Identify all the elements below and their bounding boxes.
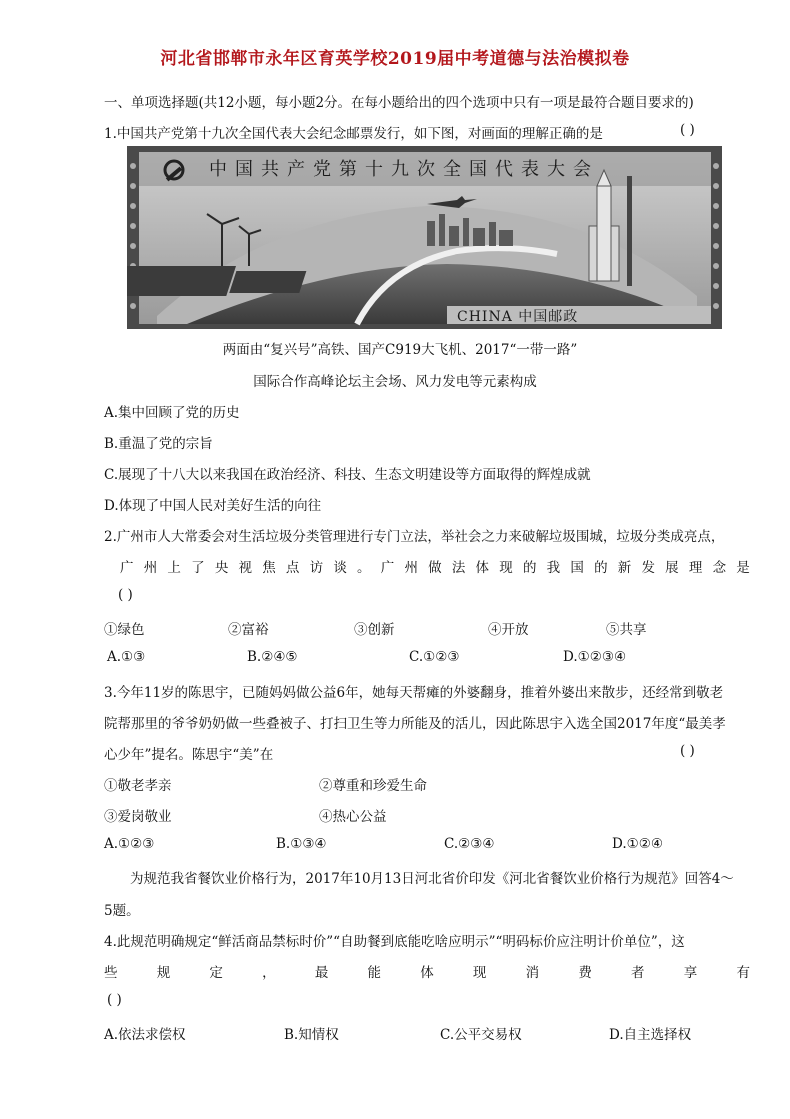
q2-item-3: ③创新 xyxy=(354,622,395,638)
q1-option-c[interactable]: C.展现了十八大以来我国在政治经济、科技、生态文明建设等方面取得的辉煌成就 xyxy=(104,467,591,483)
q3-answer-blank: ( ) xyxy=(680,743,695,759)
q2-stem-char: 广 xyxy=(380,560,395,576)
q4-answer-blank: ( ) xyxy=(107,992,122,1008)
q3-stem-line1: 3.今年11岁的陈思宇，已随妈妈做公益6年，她每天帮瘫的外婆翻身，推着外婆出来散步，还经常到敬老 xyxy=(104,685,724,701)
q4-option-d[interactable]: D.自主选择权 xyxy=(609,1027,692,1043)
q2-item-1: ①绿色 xyxy=(104,622,145,638)
q3-item-3: ③爱岗敬业 xyxy=(104,809,172,825)
q2-option-a[interactable]: A.①③ xyxy=(107,649,146,665)
q2-stem-char: 。 xyxy=(357,560,371,576)
q4-stem-char: 现 xyxy=(472,965,487,981)
q4-stem-char: 能 xyxy=(367,965,382,981)
stamp-footer-text: CHINA 中国邮政 xyxy=(457,309,579,325)
q1-option-a[interactable]: A.集中回顾了党的历史 xyxy=(104,405,240,421)
q2-option-d[interactable]: D.①②③④ xyxy=(563,649,627,665)
q2-stem-line2 xyxy=(120,556,750,576)
q2-stem-char: 我 xyxy=(546,560,561,576)
q2-item-5: ⑤共享 xyxy=(606,622,647,638)
q4-stem-char: 费 xyxy=(578,965,592,981)
q4-stem-char: 者 xyxy=(631,965,645,981)
q4-stem-char: 定 xyxy=(209,965,223,981)
q2-stem-char: 理 xyxy=(688,560,703,576)
q3-option-c[interactable]: C.②③④ xyxy=(444,836,495,852)
q4-option-b[interactable]: B.知情权 xyxy=(284,1027,339,1043)
q2-stem-char: 的 xyxy=(594,560,608,576)
material-line1: 为规范我省餐饮业价格行为，2017年10月13日河北省价印发《河北省餐饮业价格行为规范》回答4～ xyxy=(130,871,734,887)
q2-option-b[interactable]: B.②④⑤ xyxy=(247,649,298,665)
q4-stem-char: ， xyxy=(262,965,276,981)
q2-stem-char: 体 xyxy=(475,560,490,576)
q4-option-c[interactable]: C.公平交易权 xyxy=(440,1027,522,1043)
stamp-header-text: 中国共产党第十九次全国代表大会 xyxy=(209,159,599,180)
commemorative-stamp-image xyxy=(127,146,722,329)
q2-stem-char: 州 xyxy=(404,560,418,576)
q4-option-a[interactable]: A.依法求偿权 xyxy=(104,1027,186,1043)
q3-item-2: ②尊重和珍爱生命 xyxy=(319,778,427,794)
q2-stem-char: 央 xyxy=(214,560,229,576)
q4-stem-line1: 4.此规范明确规定“鲜活商品禁标时价”“自助餐到底能吃啥应明示”“明码标价应注明计价单位”，这 xyxy=(104,934,685,950)
q3-stem-line3: 心少年”提名。陈思宇“美”在 xyxy=(104,747,274,763)
q4-stem-char: 些 xyxy=(104,965,118,981)
q2-stem-char: 广 xyxy=(120,560,134,576)
q2-stem-char: 法 xyxy=(451,560,466,576)
q4-stem-line2 xyxy=(104,961,750,981)
q2-answer-blank: ( ) xyxy=(118,587,133,603)
material-line2: 5题。 xyxy=(104,903,140,919)
q2-stem-char: 现 xyxy=(499,560,513,576)
q2-stem-char: 了 xyxy=(191,560,205,576)
q2-stem-char: 做 xyxy=(428,560,442,576)
q2-item-4: ④开放 xyxy=(488,622,529,638)
q3-option-b[interactable]: B.①③④ xyxy=(276,836,327,852)
q4-stem-char: 消 xyxy=(525,965,540,981)
q2-stem-char: 发 xyxy=(641,560,655,576)
section-heading: 一、单项选择题(共12小题，每小题2分。在每小题给出的四个选项中只有一项是最符合题目要求的) xyxy=(104,95,694,111)
q2-stem-char: 新 xyxy=(617,560,632,576)
q3-item-4: ④热心公益 xyxy=(319,809,387,825)
q2-stem-char: 谈 xyxy=(333,560,347,576)
q4-stem-char: 有 xyxy=(736,965,750,981)
q2-stem-char: 念 xyxy=(712,560,727,576)
q1-answer-blank: ( ) xyxy=(680,122,695,138)
q2-stem-char: 是 xyxy=(736,560,750,576)
q1-option-b[interactable]: B.重温了党的宗旨 xyxy=(104,436,213,452)
q3-option-a[interactable]: A.①②③ xyxy=(104,836,155,852)
q1-option-d[interactable]: D.体现了中国人民对美好生活的向往 xyxy=(104,498,322,514)
q3-item-1: ①敬老孝亲 xyxy=(104,778,172,794)
q2-stem-char: 点 xyxy=(285,560,300,576)
q1-stem: 1.中国共产党第十九次全国代表大会纪念邮票发行，如下图，对画面的理解正确的是 xyxy=(104,126,603,142)
q4-stem-char: 享 xyxy=(683,965,698,981)
q2-stem-char: 视 xyxy=(238,560,253,576)
q2-stem-char: 焦 xyxy=(262,560,276,576)
q2-stem-char: 访 xyxy=(309,560,324,576)
exam-title: 河北省邯郸市永年区育英学校2019届中考道德与法治模拟卷 xyxy=(160,49,630,69)
q1-caption-line1: 两面由“复兴号”高铁、国产C919大飞机、2017“一带一路” xyxy=(222,342,578,358)
q2-option-c[interactable]: C.①②③ xyxy=(409,649,460,665)
q4-stem-char: 规 xyxy=(156,965,171,981)
q2-stem-char: 上 xyxy=(167,560,181,576)
q4-stem-char: 最 xyxy=(314,965,329,981)
q2-stem-char: 州 xyxy=(143,560,158,576)
q2-stem-char: 国 xyxy=(570,560,584,576)
q2-stem-line1: 2.广州市人大常委会对生活垃圾分类管理进行专门立法，举社会之力来破解垃圾围城，垃圾分类成亮点， xyxy=(104,529,725,545)
q2-stem-char: 的 xyxy=(522,560,537,576)
q3-option-d[interactable]: D.①②④ xyxy=(612,836,663,852)
q2-item-2: ②富裕 xyxy=(228,622,269,638)
q2-stem-char: 展 xyxy=(665,560,679,576)
q4-stem-char: 体 xyxy=(420,965,434,981)
q1-caption-line2: 国际合作高峰论坛主会场、风力发电等元素构成 xyxy=(253,374,537,390)
q3-stem-line2: 院帮那里的爷爷奶奶做一些叠被子、打扫卫生等力所能及的活儿，因此陈思宇入选全国2017年度“最美孝 xyxy=(104,716,726,732)
